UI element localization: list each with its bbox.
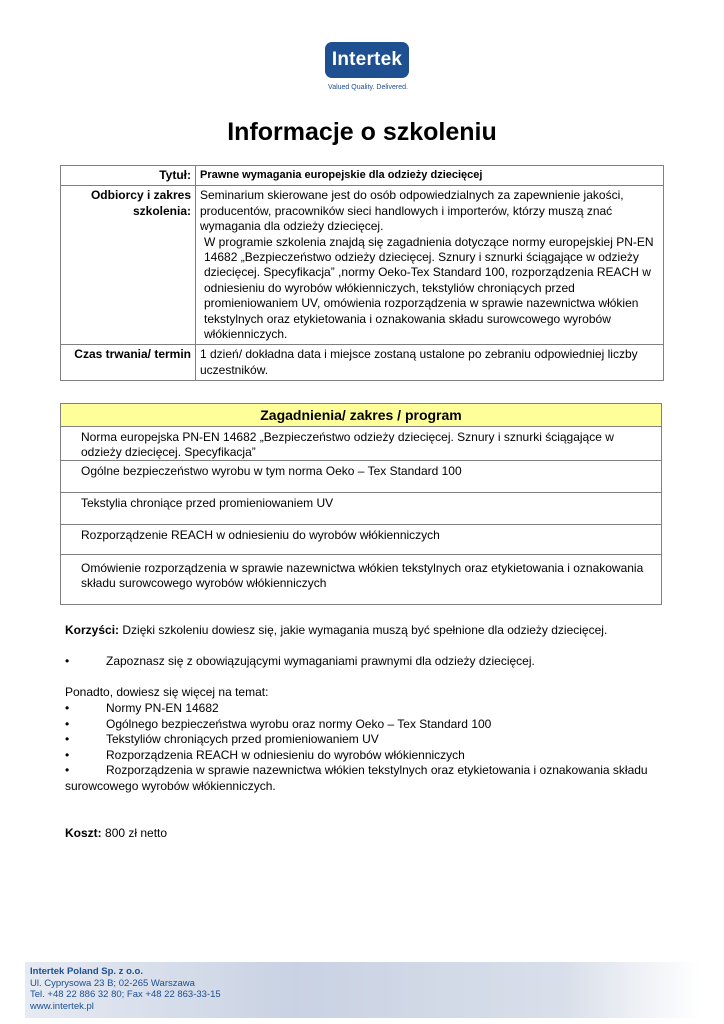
bullet-text: Normy PN-EN 14682 [106,700,219,715]
bullet-text: Rozporządzenia REACH w odniesieniu do wyrobów włókienniczych [106,747,465,762]
topic-item: Tekstylia chroniące przed promieniowaniem UV [61,493,661,525]
footer-company: Intertek Poland Sp. z o.o. [30,966,143,977]
bullet-item [65,654,665,670]
bullet-dot: • [65,654,70,669]
benefits-text: Dzięki szkoleniu dowiesz się, jakie wymagania muszą być spełnione dla odzieży dziecięcej. [122,623,608,637]
more-tail: surowcowego wyrobów włókienniczych. [65,778,276,793]
cost-label: Koszt: [65,825,102,840]
title-value: Prawne wymagania europejskie dla odzieży dziecięcej [196,166,664,186]
bullet-text: Zapoznasz się z obowiązującymi wymaganiami prawnymi dla odzieży dziecięcej. [106,654,535,669]
bullet-dot: • [65,732,70,747]
page-title: Informacje o szkoleniu [227,118,497,146]
bullet-item [65,763,665,779]
benefits-label: Korzyści: [65,623,120,637]
topic-item: Norma europejska PN-EN 14682 „Bezpieczeństwo odzieży dziecięcej. Sznury i sznurki ściągające w odzieży dziecięcej. Specyfikacja” [61,427,661,461]
intertek-logo [325,42,411,98]
bullet-text: Ogólnego bezpieczeństwa wyrobu oraz normy Oeko – Tex Standard 100 [106,716,492,731]
info-table [60,165,664,381]
logo-tagline: Valued Quality. Delivered. [328,84,408,91]
bullet-dot: • [65,716,70,731]
audience-value [196,186,664,345]
bullet-item [65,701,665,717]
bullet-text: Rozporządzenia w sprawie nazewnictwa włókien tekstylnych oraz etykietowania i oznakowania składu [106,763,648,778]
info-row-duration [61,345,664,381]
bullet-dot: • [65,700,70,715]
title-label: Tytuł: [61,166,196,186]
footer-web: www.intertek.pl [30,1000,94,1012]
topics-header: Zagadnienia/ zakres / program [61,404,661,427]
audience-label: Odbiorcy i zakres szkolenia: [61,186,196,345]
footer [25,962,700,1018]
footer-phone: Tel. +48 22 886 32 80; Fax +48 22 863-33-15 [30,989,221,1001]
topic-item: Omówienie rozporządzenia w sprawie nazewnictwa włókien tekstylnych oraz etykietowania i oznakowania składu surowcowego wyrobów włókienniczych [81,561,644,591]
topic-item: Ogólne bezpieczeństwo wyrobu w tym norma Oeko – Tex Standard 100 [61,461,661,493]
audience-paragraph-2: W programie szkolenia znajdą się zagadnienia dotyczące normy europejskiej PN-EN 14682 „Bezpieczeństwo odzieży dziecięcej. Sznury i sznurki ściągające w odzieży dziecięcej. Specyfikacja” ,normy Oeko-Tex Standard 100, rozporządzenia REACH w odniesieniu do wyrobów włókienniczych, tekstyliów chroniących przed promieniowaniem UV, omówienia rozporządzenia w sprawie nazewnictwa włókien tekstylnych oraz etykietowania i oznakowania składu surowcowego wyrobów włókienniczych. [204,234,654,342]
duration-value: 1 dzień/ dokładna data i miejsce zostaną ustalone po zebraniu odpowiedniej liczby uczestników. [196,345,664,381]
topic-item: Rozporządzenie REACH w odniesieniu do wyrobów włókienniczych [61,525,661,555]
info-row-title [61,166,664,186]
footer-contact [30,966,221,1012]
logo-wordmark: Intertek [325,42,409,78]
benefits-section [65,623,665,841]
footer-address: Ul. Cyprysowa 23 B; 02-265 Warszawa [30,977,195,989]
bullet-text: Tekstyliów chroniących przed promieniowaniem UV [106,732,379,747]
cost-value: 800 zł netto [105,825,168,840]
info-row-audience [61,186,664,345]
bullet-item [65,748,665,764]
bullet-item [65,717,665,733]
duration-label: Czas trwania/ termin [61,345,196,381]
topics-table [60,403,662,605]
audience-paragraph-1: Seminarium skierowane jest do osób odpowiedzialnych za zapewnienie jakości, producentów, pracowników sieci handlowych i importerów, którzy muszą znać wymagania dla odzieży dziecięcej. [200,188,624,234]
more-intro: Ponadto, dowiesz się więcej na temat: [65,685,269,700]
bullet-dot: • [65,763,70,778]
bullet-item [65,732,665,748]
bullet-dot: • [65,747,70,762]
